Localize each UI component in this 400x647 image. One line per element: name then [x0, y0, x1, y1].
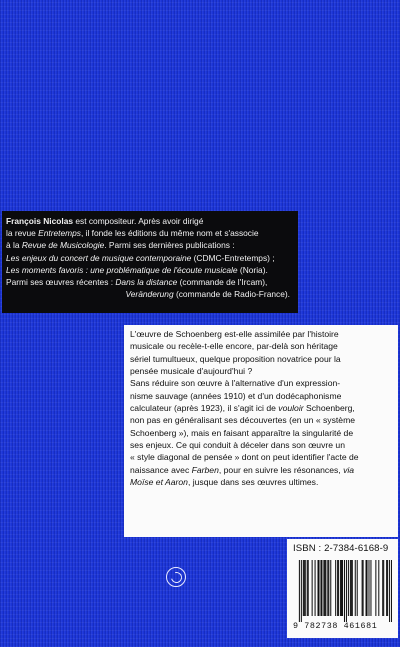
description-line: nisme sauvage (années 1910) et d'un dodécaphonisme [130, 390, 342, 401]
barcode-bar [303, 560, 304, 616]
description-line: Moïse et Aaron, jusque dans ses œuvres ultimes. [130, 477, 319, 488]
text-line: à la Revue de Musicologie. Parmi ses dernières publications : [6, 240, 235, 251]
description-line: musicale ou recèle-t-elle encore, par-delà son héritage [130, 341, 338, 352]
publisher-logo-icon [166, 567, 186, 587]
barcode-bar [318, 560, 319, 616]
barcode-bar [367, 560, 368, 616]
barcode-bar [308, 560, 309, 616]
description-line: Sans réduire son œuvre à l'alternative d'un expression- [130, 378, 341, 389]
barcode-bar [391, 560, 392, 622]
barcode-bar [299, 560, 300, 622]
barcode-bar [312, 560, 313, 616]
barcode-bar [357, 560, 358, 616]
barcode-bar [387, 560, 388, 616]
barcode-bar [327, 560, 328, 616]
barcode-bar [318, 560, 319, 616]
barcode-bar [389, 560, 390, 622]
barcode-bar [315, 560, 316, 616]
barcode-bar [351, 560, 352, 616]
barcode-bar [355, 560, 356, 616]
barcode-bar [348, 560, 349, 616]
barcode-bar [386, 560, 387, 616]
text-line: Veränderung (commande de Radio-France). [125, 289, 290, 300]
barcode-bar [346, 560, 347, 622]
barcode-bar [383, 560, 384, 616]
text-line: Les moments favoris : une problématique de l'écoute musicale (Noria). [6, 264, 268, 275]
barcode-bar [366, 560, 367, 616]
barcode-digits: 9 782738 461681 [293, 621, 378, 631]
description-line: sériel tumultueux, quelque proposition novatrice pour la [130, 353, 341, 364]
barcode-bar [301, 560, 302, 622]
barcode-bar [368, 560, 369, 616]
description-line: « style diagonal de pensée » dont on peut identifier l'acte de [130, 452, 359, 463]
barcode-bar [350, 560, 351, 616]
barcode-bar [363, 560, 364, 616]
description-line: L'œuvre de Schoenberg est-elle assimilée par l'histoire [130, 329, 339, 339]
text-line: Les enjeux du concert de musique contemporaine (CDMC-Entretemps) ; [6, 252, 275, 263]
description-line: non pas en généralisant ses découvertes (en un « système [130, 415, 356, 426]
barcode-bar [320, 560, 321, 616]
description-line: calculateur (après 1923), il s'agit ici de vouloir Schoenberg, [130, 403, 355, 414]
isbn-label: ISBN : 2-7384-6168-9 [293, 543, 389, 554]
barcode-bar [352, 560, 353, 616]
barcode-bar [337, 560, 338, 616]
barcode-bar [304, 560, 305, 616]
barcode-bar [338, 560, 339, 616]
barcode-bar [370, 560, 371, 616]
barcode-bar [323, 560, 324, 616]
barcode-bar [342, 560, 343, 616]
barcode-bar [325, 560, 326, 616]
barcode-icon [293, 560, 392, 622]
barcode-bar [375, 560, 376, 616]
barcode-bar [340, 560, 341, 616]
barcode-bar [330, 560, 331, 616]
barcode-bar [378, 560, 379, 616]
barcode-bar [341, 560, 342, 616]
barcode-bar [324, 560, 325, 616]
barcode-bar [362, 560, 363, 616]
text-line: François Nicolas est compositeur. Après avoir dirigé [6, 216, 204, 226]
barcode-bar [328, 560, 329, 616]
description-line: Schoenberg »), mais en faisant apparaître la singularité de [130, 427, 354, 438]
text-line: la revue Entretemps, il fonde les éditions du même nom et s'associe [6, 228, 259, 239]
barcode-bar [344, 560, 345, 622]
description-line: ses enjeux. Ce qui conduit à déceler dans son œuvre un [130, 440, 345, 451]
text-line: Parmi ses œuvres récentes : Dans la distance (commande de l'Ircam), [6, 277, 268, 288]
author-bio [2, 211, 298, 313]
description-line: pensée musicale d'aujourd'hui ? [130, 366, 253, 377]
description-line: naissance avec Farben, pour en suivre les résonances, via [130, 464, 355, 475]
barcode-bar [321, 560, 322, 616]
book-description [124, 325, 398, 537]
barcode-bar [382, 560, 383, 616]
isbn-block [287, 539, 398, 638]
barcode-bar [335, 560, 336, 616]
barcode-bar [307, 560, 308, 616]
barcode-bar [305, 560, 306, 616]
